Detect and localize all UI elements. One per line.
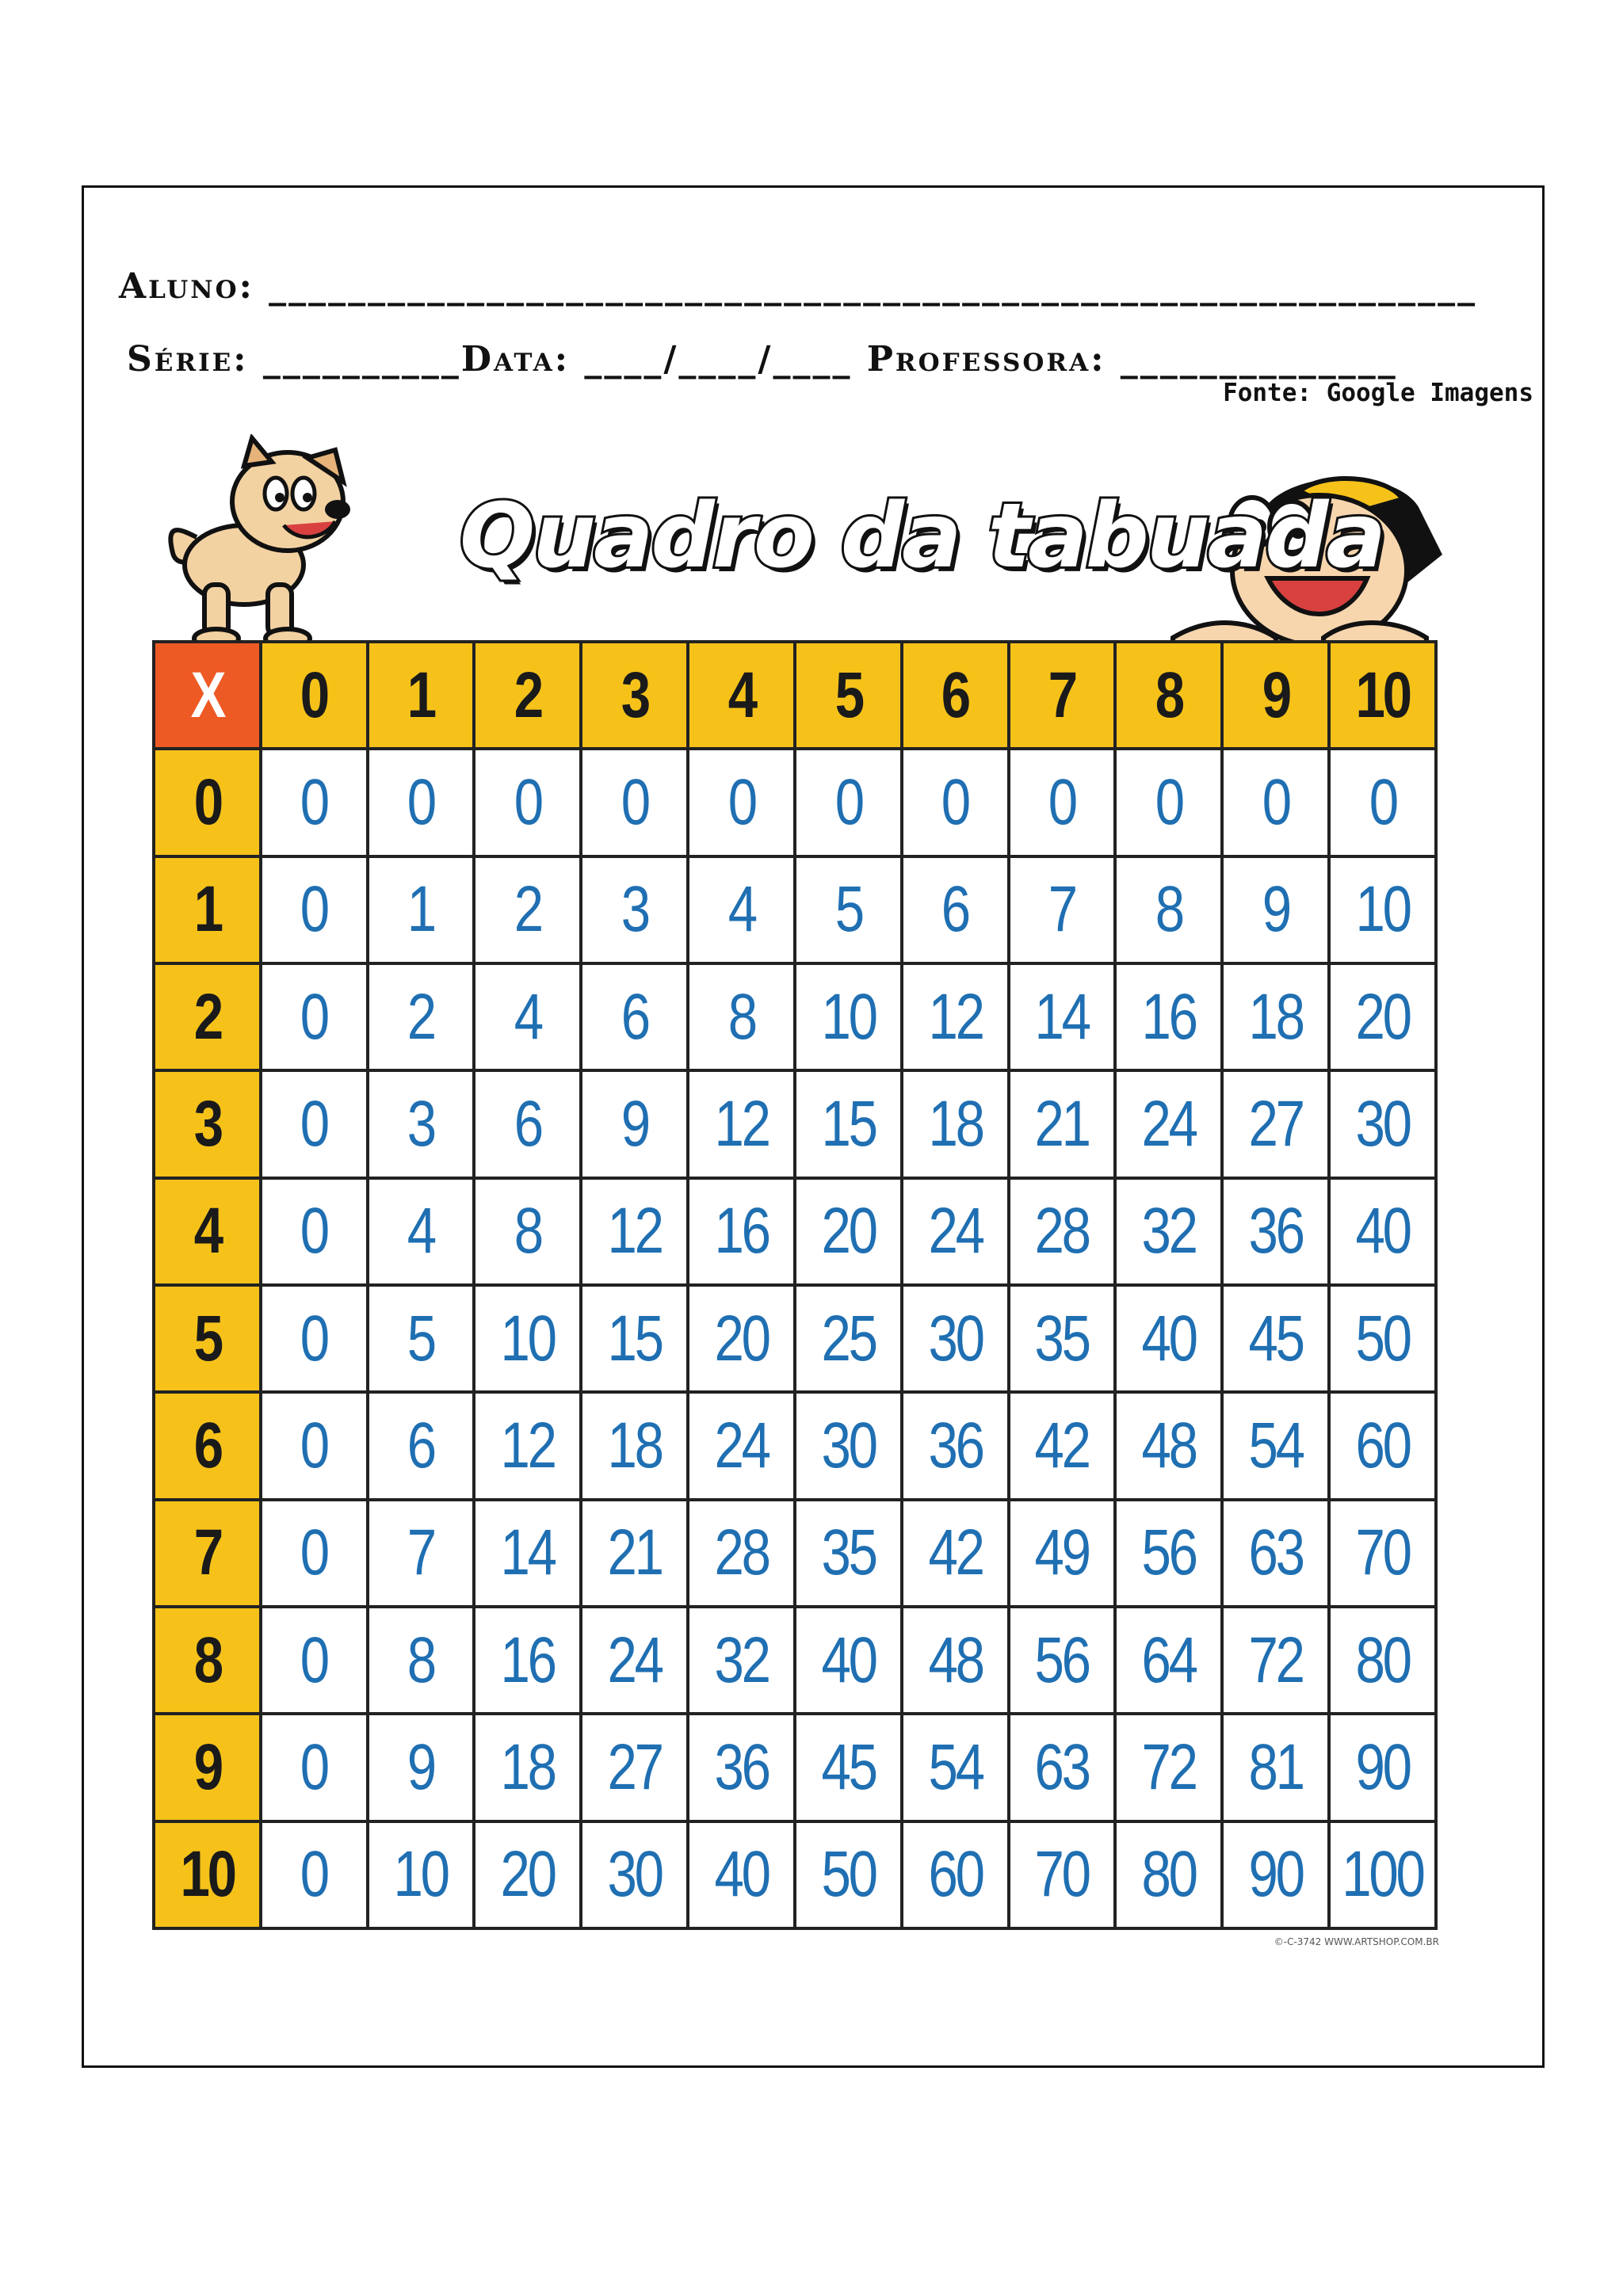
product-cell: 0 (262, 1715, 366, 1819)
row-header: 9 (155, 1715, 259, 1819)
product-cell: 0 (903, 750, 1007, 854)
product-cell: 0 (262, 858, 366, 962)
row-header: 10 (155, 1823, 259, 1927)
product-cell: 7 (1010, 858, 1114, 962)
product-cell: 40 (1117, 1287, 1220, 1390)
product-cell: 72 (1224, 1608, 1327, 1712)
product-cell: 40 (1331, 1180, 1434, 1283)
row-header: 7 (155, 1501, 259, 1605)
product-cell: 0 (1331, 750, 1434, 854)
product-cell: 35 (796, 1501, 900, 1605)
product-cell: 56 (1117, 1501, 1220, 1605)
product-cell: 24 (582, 1608, 686, 1712)
row-header: 4 (155, 1180, 259, 1283)
product-cell: 70 (1331, 1501, 1434, 1605)
product-cell: 0 (796, 750, 900, 854)
product-cell: 2 (369, 965, 473, 1069)
product-cell: 10 (475, 1287, 579, 1390)
product-cell: 70 (1010, 1823, 1114, 1927)
product-cell: 42 (903, 1501, 1007, 1605)
product-cell: 3 (369, 1072, 473, 1176)
column-header: 7 (1010, 643, 1114, 747)
product-cell: 48 (903, 1608, 1007, 1712)
product-cell: 6 (582, 965, 686, 1069)
product-cell: 28 (1010, 1180, 1114, 1283)
product-cell: 8 (369, 1608, 473, 1712)
product-cell: 50 (1331, 1287, 1434, 1390)
product-cell: 27 (582, 1715, 686, 1819)
product-cell: 24 (689, 1394, 793, 1497)
product-cell: 15 (582, 1287, 686, 1390)
product-cell: 36 (903, 1394, 1007, 1497)
product-cell: 0 (1010, 750, 1114, 854)
product-cell: 16 (689, 1180, 793, 1283)
product-cell: 18 (1224, 965, 1327, 1069)
product-cell: 50 (796, 1823, 900, 1927)
product-cell: 45 (1224, 1287, 1327, 1390)
product-cell: 63 (1224, 1501, 1327, 1605)
product-cell: 32 (1117, 1180, 1220, 1283)
product-cell: 49 (1010, 1501, 1114, 1605)
product-cell: 30 (582, 1823, 686, 1927)
product-cell: 6 (369, 1394, 473, 1497)
product-cell: 8 (475, 1180, 579, 1283)
product-cell: 0 (689, 750, 793, 854)
product-cell: 20 (475, 1823, 579, 1927)
product-cell: 9 (369, 1715, 473, 1819)
product-cell: 12 (689, 1072, 793, 1176)
product-cell: 27 (1224, 1072, 1327, 1176)
grade-date-teacher-line: Série: __________Data: ____/____/____ Professora: ______________ (127, 339, 1398, 379)
product-cell: 42 (1010, 1394, 1114, 1497)
image-credit: ©-C-3742 WWW.ARTSHOP.COM.BR (1274, 1936, 1439, 1947)
column-header: 9 (1224, 643, 1327, 747)
product-cell: 12 (475, 1394, 579, 1497)
product-cell: 0 (262, 1394, 366, 1497)
product-cell: 2 (475, 858, 579, 962)
product-cell: 56 (1010, 1608, 1114, 1712)
product-cell: 48 (1117, 1394, 1220, 1497)
column-header: 8 (1117, 643, 1220, 747)
product-cell: 15 (796, 1072, 900, 1176)
column-header: 10 (1331, 643, 1434, 747)
product-cell: 81 (1224, 1715, 1327, 1819)
product-cell: 0 (262, 1072, 366, 1176)
product-cell: 0 (262, 1180, 366, 1283)
row-header: 0 (155, 750, 259, 854)
product-cell: 10 (796, 965, 900, 1069)
product-cell: 5 (796, 858, 900, 962)
product-cell: 25 (796, 1287, 900, 1390)
product-cell: 40 (796, 1608, 900, 1712)
product-cell: 80 (1331, 1608, 1434, 1712)
row-header: 3 (155, 1072, 259, 1176)
product-cell: 6 (475, 1072, 579, 1176)
product-cell: 0 (582, 750, 686, 854)
product-cell: 9 (582, 1072, 686, 1176)
product-cell: 54 (903, 1715, 1007, 1819)
row-header: 2 (155, 965, 259, 1069)
product-cell: 16 (475, 1608, 579, 1712)
product-cell: 21 (582, 1501, 686, 1605)
product-cell: 18 (903, 1072, 1007, 1176)
product-cell: 24 (903, 1180, 1007, 1283)
product-cell: 20 (796, 1180, 900, 1283)
column-header: 3 (582, 643, 686, 747)
row-header: 5 (155, 1287, 259, 1390)
product-cell: 18 (582, 1394, 686, 1497)
product-cell: 0 (369, 750, 473, 854)
product-cell: 90 (1331, 1715, 1434, 1819)
product-cell: 5 (369, 1287, 473, 1390)
product-cell: 9 (1224, 858, 1327, 962)
product-cell: 14 (475, 1501, 579, 1605)
column-header: 1 (369, 643, 473, 747)
product-cell: 35 (1010, 1287, 1114, 1390)
product-cell: 63 (1010, 1715, 1114, 1819)
product-cell: 1 (369, 858, 473, 962)
product-cell: 24 (1117, 1072, 1220, 1176)
row-header: 6 (155, 1394, 259, 1497)
product-cell: 0 (1224, 750, 1327, 854)
product-cell: 60 (1331, 1394, 1434, 1497)
product-cell: 54 (1224, 1394, 1327, 1497)
corner-cell: X (155, 643, 259, 747)
column-header: 4 (689, 643, 793, 747)
row-header: 8 (155, 1608, 259, 1712)
dog-illustration (149, 434, 379, 648)
product-cell: 36 (1224, 1180, 1327, 1283)
row-header: 1 (155, 858, 259, 962)
product-cell: 4 (369, 1180, 473, 1283)
product-cell: 7 (369, 1501, 473, 1605)
product-cell: 0 (262, 1823, 366, 1927)
multiplication-table (152, 640, 1438, 1930)
product-cell: 18 (475, 1715, 579, 1819)
product-cell: 80 (1117, 1823, 1220, 1927)
product-cell: 0 (1117, 750, 1220, 854)
product-cell: 45 (796, 1715, 900, 1819)
product-cell: 28 (689, 1501, 793, 1605)
product-cell: 12 (903, 965, 1007, 1069)
product-cell: 64 (1117, 1608, 1220, 1712)
product-cell: 10 (1331, 858, 1434, 962)
product-cell: 30 (1331, 1072, 1434, 1176)
product-cell: 0 (262, 1287, 366, 1390)
product-cell: 30 (903, 1287, 1007, 1390)
product-cell: 21 (1010, 1072, 1114, 1176)
product-cell: 0 (262, 1608, 366, 1712)
product-cell: 0 (262, 1501, 366, 1605)
product-cell: 3 (582, 858, 686, 962)
product-cell: 30 (796, 1394, 900, 1497)
product-cell: 14 (1010, 965, 1114, 1069)
product-cell: 100 (1331, 1823, 1434, 1927)
source-note: Fonte: Google Imagens (1223, 379, 1533, 407)
column-header: 6 (903, 643, 1007, 747)
product-cell: 0 (475, 750, 579, 854)
page-title: Quadro da tabuada (460, 485, 1384, 588)
column-header: 2 (475, 643, 579, 747)
product-cell: 0 (262, 965, 366, 1069)
product-cell: 10 (369, 1823, 473, 1927)
product-cell: 12 (582, 1180, 686, 1283)
student-name-line: Aluno: _____________________________________________________________ (119, 266, 1478, 307)
product-cell: 4 (689, 858, 793, 962)
column-header: 5 (796, 643, 900, 747)
product-cell: 40 (689, 1823, 793, 1927)
product-cell: 0 (262, 750, 366, 854)
product-cell: 72 (1117, 1715, 1220, 1819)
product-cell: 6 (903, 858, 1007, 962)
product-cell: 8 (689, 965, 793, 1069)
product-cell: 36 (689, 1715, 793, 1819)
product-cell: 90 (1224, 1823, 1327, 1927)
product-cell: 16 (1117, 965, 1220, 1069)
product-cell: 20 (1331, 965, 1434, 1069)
product-cell: 20 (689, 1287, 793, 1390)
column-header: 0 (262, 643, 366, 747)
product-cell: 4 (475, 965, 579, 1069)
product-cell: 8 (1117, 858, 1220, 962)
product-cell: 60 (903, 1823, 1007, 1927)
product-cell: 32 (689, 1608, 793, 1712)
